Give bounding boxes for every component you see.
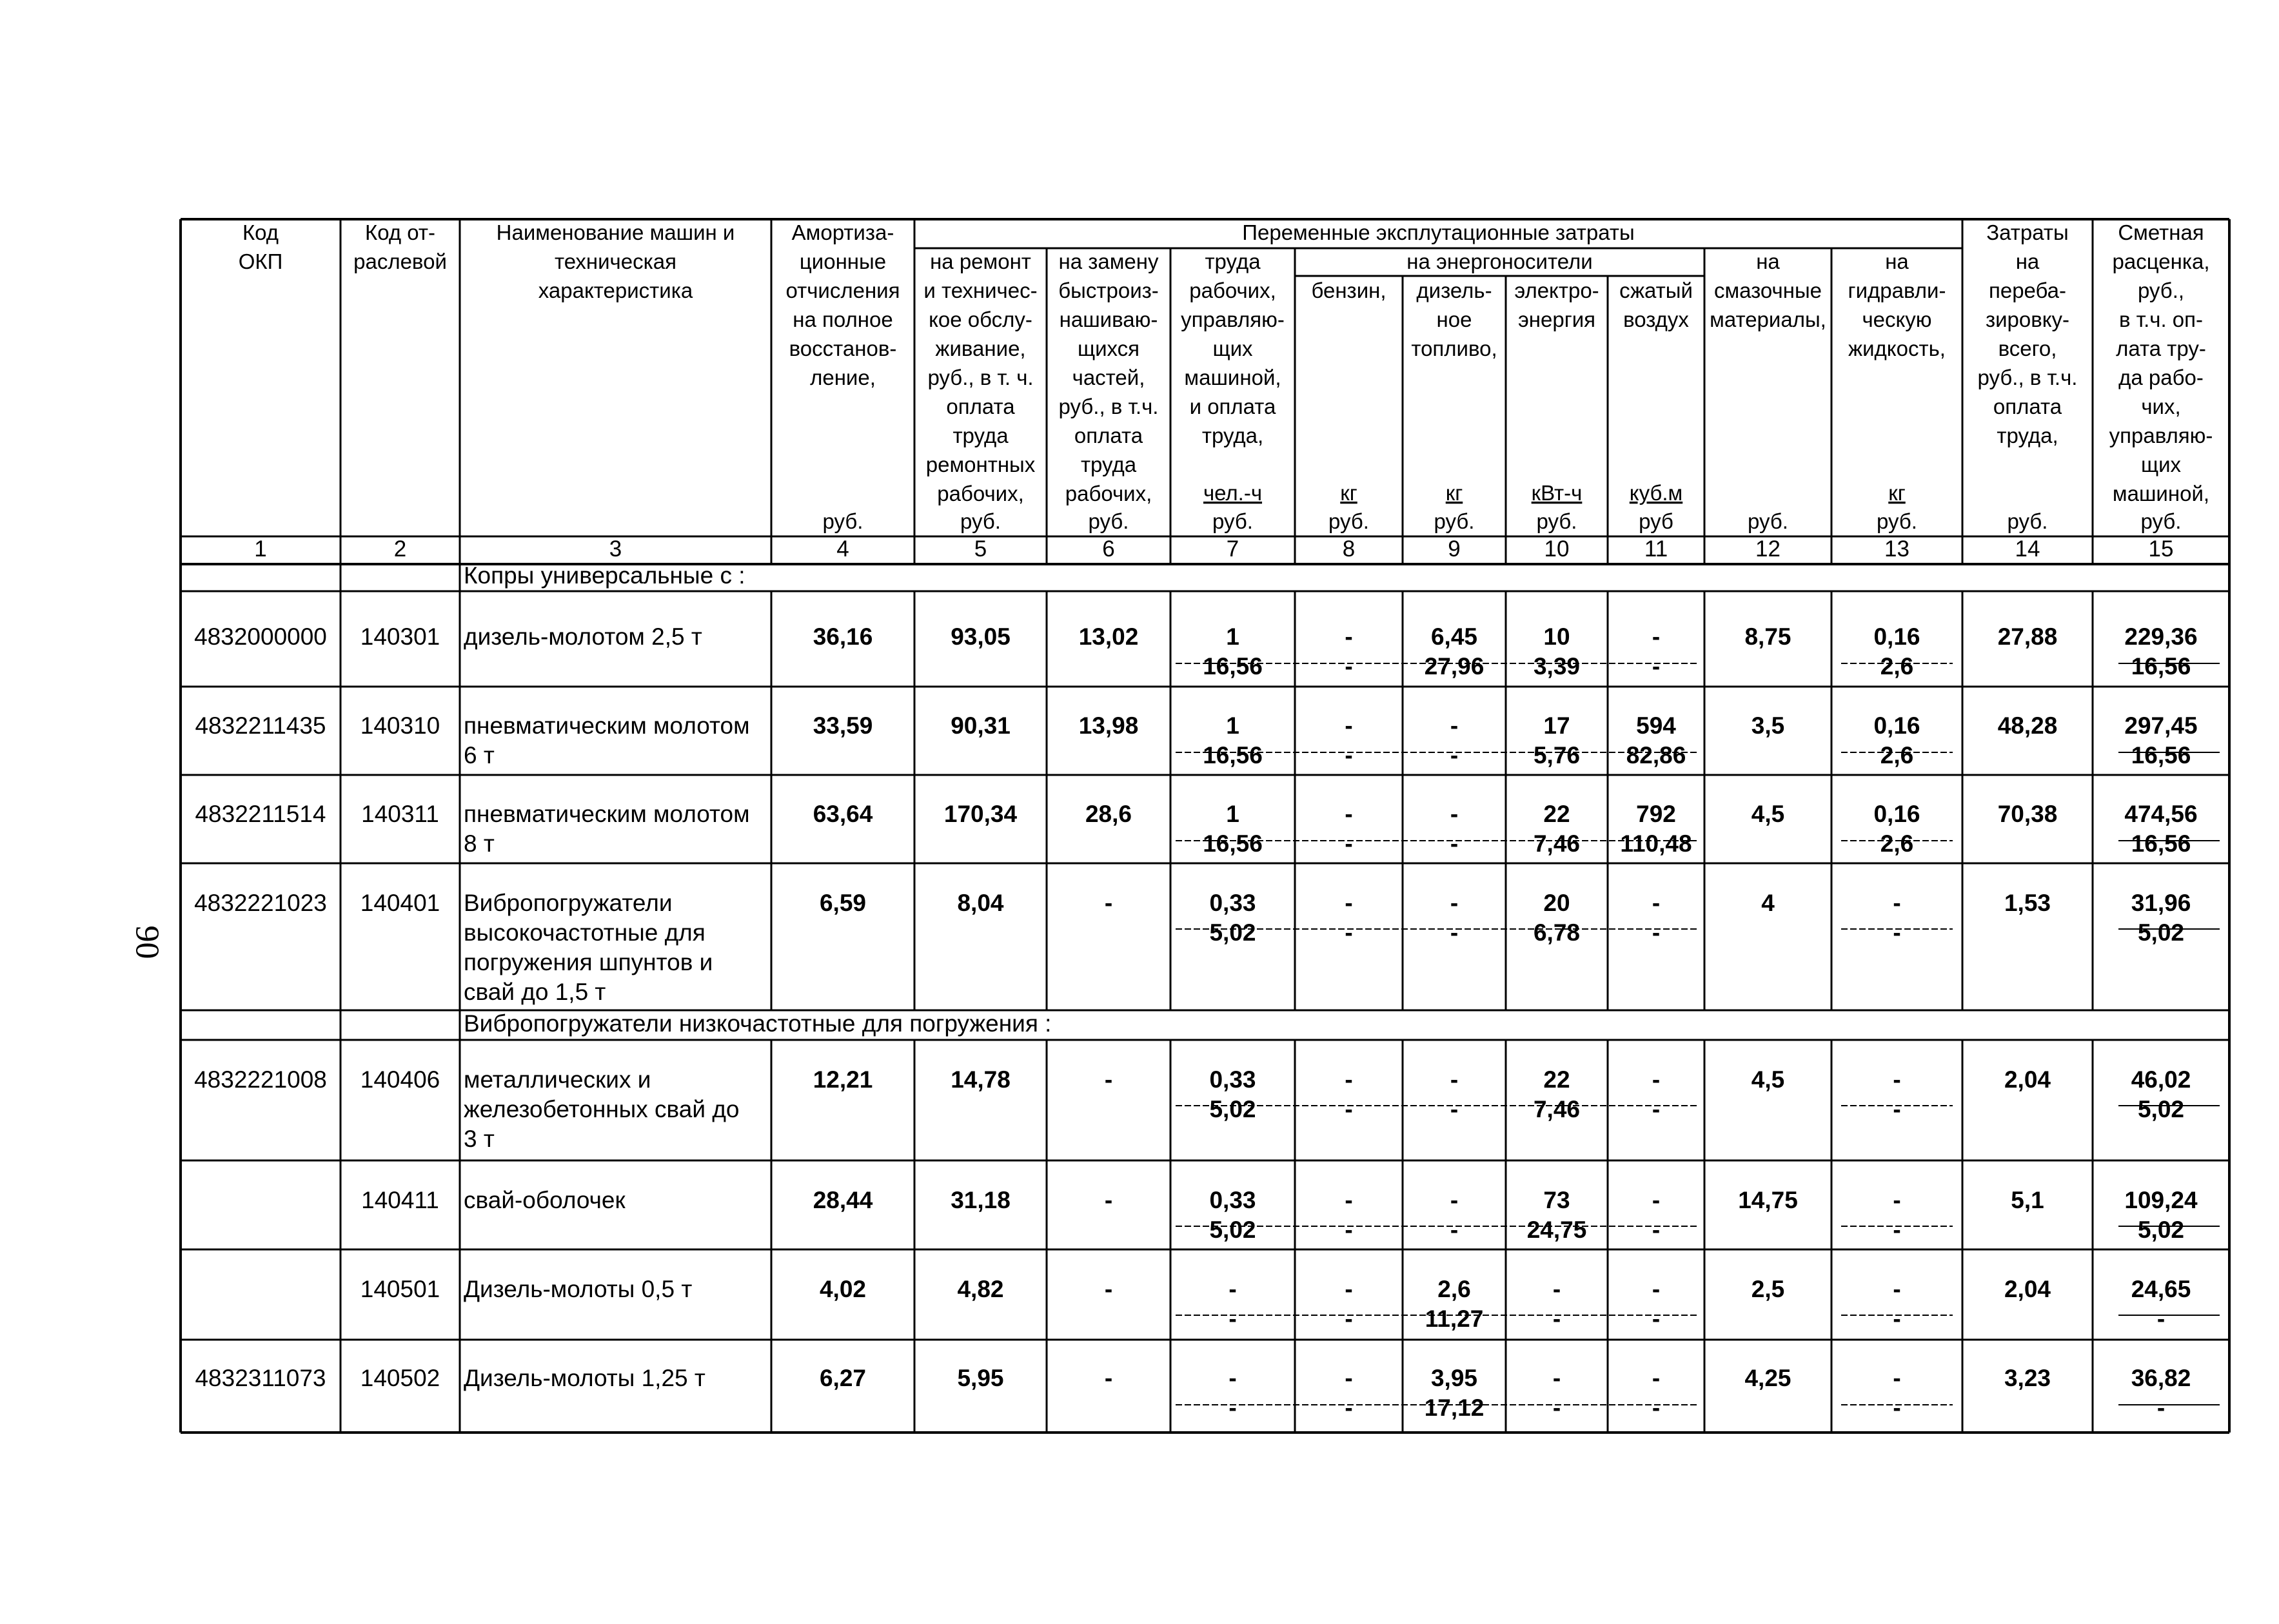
- petrol-cost-value: -: [1345, 1217, 1353, 1243]
- elec-cost-value: 24,75: [1526, 1217, 1587, 1243]
- header-labor: и оплата: [1189, 395, 1276, 418]
- page-number: 90: [128, 925, 166, 959]
- machine-name: 6 т: [464, 742, 495, 768]
- labor-cost-value: 16,56: [1203, 653, 1263, 680]
- header-relocation: всего,: [1998, 337, 2057, 360]
- header-branch-code: Код от-: [364, 220, 436, 244]
- okp-code: 4832211435: [195, 712, 326, 739]
- header-electricity: электро-: [1514, 279, 1599, 302]
- header-rate: щих: [2140, 453, 2182, 476]
- petrol-cost-value: -: [1345, 1096, 1353, 1122]
- diesel-cost-value: -: [1450, 1096, 1459, 1122]
- rate-cost-value: 16,56: [2131, 830, 2191, 857]
- header-hydraulic: на: [1885, 249, 1909, 273]
- rate-cost-value: 5,02: [2137, 1217, 2185, 1243]
- labor-value: 0,33: [1209, 1187, 1256, 1213]
- elec-cost-value: 6,78: [1533, 919, 1581, 946]
- header-relocation: оплата: [1993, 395, 2062, 418]
- unit-electricity-kwh: кВт-ч: [1531, 481, 1583, 505]
- parts-value: 13,02: [1078, 623, 1139, 650]
- petrol-cost-value: -: [1345, 1306, 1353, 1332]
- header-repair: на ремонт: [930, 249, 1031, 273]
- hyd-cost-value: -: [1893, 1096, 1901, 1122]
- okp-code: 4832000000: [194, 623, 327, 650]
- elec-value: 22: [1543, 1066, 1570, 1093]
- petrol-value: -: [1345, 1276, 1353, 1302]
- header-petrol: бензин,: [1311, 279, 1386, 302]
- rate-value: 474,56: [2124, 801, 2198, 827]
- parts-value: -: [1104, 1365, 1113, 1391]
- machine-name: свай до 1,5 т: [464, 979, 606, 1005]
- amortization-value: 36,16: [813, 623, 873, 650]
- elec-cost-value: 3,39: [1533, 653, 1581, 680]
- column-number: 10: [1544, 536, 1570, 562]
- diesel-value: -: [1450, 712, 1459, 739]
- okp-code: 4832311073: [195, 1365, 326, 1391]
- rate-value: 46,02: [2131, 1066, 2191, 1093]
- lubricants-value: 14,75: [1738, 1187, 1798, 1213]
- labor-cost-value: -: [1228, 1394, 1237, 1421]
- petrol-cost-value: -: [1345, 1394, 1353, 1421]
- column-number: 14: [2015, 536, 2040, 562]
- lubricants-value: 2,5: [1751, 1276, 1785, 1302]
- petrol-value: -: [1345, 623, 1353, 650]
- header-relocation: зировку-: [1985, 308, 2070, 331]
- labor-value: -: [1228, 1276, 1237, 1302]
- header-rate: Сметная: [2118, 220, 2204, 244]
- rate-cost-value: 16,56: [2131, 742, 2191, 768]
- air-value: -: [1652, 1066, 1661, 1093]
- header-labor: щих: [1212, 337, 1253, 360]
- header-air: сжатый: [1619, 279, 1693, 302]
- lubricants-value: 4: [1761, 890, 1775, 916]
- unit-labor: руб.: [1212, 509, 1253, 533]
- unit-amortization: руб.: [822, 509, 863, 533]
- air-cost-value: -: [1652, 1096, 1661, 1122]
- header-diesel: дизель-: [1416, 279, 1492, 302]
- machine-name: дизель-молотом 2,5 т: [464, 623, 702, 650]
- air-cost-value: -: [1652, 919, 1661, 946]
- header-rate: управляю-: [2109, 424, 2213, 447]
- diesel-cost-value: 27,96: [1424, 653, 1485, 680]
- parts-value: -: [1104, 1276, 1113, 1302]
- machine-name: Дизель-молоты 1,25 т: [464, 1365, 705, 1391]
- header-repair: ремонтных: [925, 453, 1036, 476]
- diesel-cost-value: 17,12: [1424, 1394, 1485, 1421]
- labor-value: 0,33: [1209, 1066, 1256, 1093]
- header-amortization: ционные: [799, 249, 887, 273]
- branch-code: 140411: [361, 1187, 439, 1213]
- petrol-value: -: [1345, 1365, 1353, 1391]
- column-number: 9: [1448, 536, 1461, 562]
- okp-code: 4832221008: [194, 1066, 327, 1093]
- column-number: 12: [1755, 536, 1781, 562]
- elec-value: 22: [1543, 801, 1570, 827]
- header-repair: и техничес-: [923, 279, 1038, 302]
- hyd-value: -: [1893, 1365, 1901, 1391]
- column-number: 5: [974, 536, 987, 562]
- header-relocation: Затраты: [1986, 220, 2069, 244]
- machine-name: металлических и: [464, 1066, 651, 1093]
- diesel-cost-value: -: [1450, 742, 1459, 768]
- amortization-value: 6,27: [819, 1365, 867, 1391]
- air-cost-value: 82,86: [1626, 742, 1686, 768]
- lubricants-value: 4,25: [1744, 1365, 1791, 1391]
- elec-cost-value: -: [1552, 1394, 1561, 1421]
- relocation-value: 2,04: [2004, 1276, 2051, 1302]
- unit-parts: руб.: [1088, 509, 1129, 533]
- hyd-cost-value: 2,6: [1880, 653, 1914, 680]
- header-hydraulic: жидкость,: [1848, 337, 1946, 360]
- header-electricity: энергия: [1517, 308, 1596, 331]
- hyd-cost-value: -: [1893, 1394, 1901, 1421]
- elec-value: -: [1552, 1365, 1561, 1391]
- petrol-value: -: [1345, 890, 1353, 916]
- labor-cost-value: 16,56: [1203, 830, 1263, 857]
- header-labor: труда,: [1201, 424, 1264, 447]
- air-cost-value: -: [1652, 1217, 1661, 1243]
- air-cost-value: -: [1652, 1394, 1661, 1421]
- diesel-value: 6,45: [1430, 623, 1478, 650]
- section-title: Вибропогружатели низкочастотные для погружения :: [464, 1010, 1052, 1037]
- relocation-value: 1,53: [2004, 890, 2051, 916]
- header-branch-code: раслевой: [353, 249, 447, 273]
- header-rate: в т.ч. оп-: [2118, 308, 2204, 331]
- column-number: 13: [1884, 536, 1909, 562]
- machine-name: Дизель-молоты 0,5 т: [464, 1276, 693, 1302]
- petrol-value: -: [1345, 801, 1353, 827]
- header-amortization: восстанов-: [789, 337, 897, 360]
- rate-value: 297,45: [2124, 712, 2198, 739]
- column-number: 15: [2148, 536, 2174, 562]
- petrol-cost-value: -: [1345, 919, 1353, 946]
- labor-cost-value: -: [1228, 1306, 1237, 1332]
- header-parts: рабочих,: [1065, 482, 1152, 505]
- parts-value: -: [1104, 890, 1113, 916]
- header-parts: частей,: [1072, 366, 1145, 389]
- unit-air: руб: [1639, 509, 1673, 533]
- rate-value: 36,82: [2131, 1365, 2191, 1391]
- relocation-value: 5,1: [2011, 1187, 2044, 1213]
- unit-hydraulic-kg: кг: [1888, 481, 1906, 505]
- branch-code: 140406: [360, 1066, 440, 1093]
- amortization-value: 33,59: [813, 712, 873, 739]
- diesel-value: -: [1450, 801, 1459, 827]
- repair-value: 8,04: [957, 890, 1004, 916]
- diesel-cost-value: 11,27: [1425, 1306, 1484, 1332]
- header-name: характеристика: [538, 279, 693, 302]
- header-repair: живание,: [935, 337, 1026, 360]
- air-cost-value: -: [1652, 653, 1661, 680]
- unit-lubricants: руб.: [1748, 509, 1788, 533]
- column-number: 3: [609, 536, 622, 562]
- lubricants-value: 4,5: [1751, 1066, 1785, 1093]
- hyd-cost-value: -: [1893, 919, 1901, 946]
- rate-cost-value: -: [2156, 1394, 2166, 1421]
- rate-value: 229,36: [2124, 623, 2198, 650]
- petrol-value: -: [1345, 1066, 1353, 1093]
- table-text: [194, 220, 2213, 1421]
- machine-name: пневматическим молотом: [464, 712, 750, 739]
- petrol-value: -: [1345, 1187, 1353, 1213]
- header-air: воздух: [1623, 308, 1689, 331]
- unit-rate: руб.: [2140, 509, 2182, 533]
- machine-name: 8 т: [464, 830, 495, 857]
- header-diesel: ное: [1436, 308, 1472, 331]
- header-parts: нашиваю-: [1059, 308, 1158, 331]
- air-value: 594: [1636, 712, 1676, 739]
- petrol-cost-value: -: [1345, 653, 1353, 680]
- hyd-value: -: [1893, 890, 1901, 916]
- machine-name: высокочастотные для: [464, 919, 705, 946]
- labor-value: 1: [1226, 623, 1239, 650]
- hyd-value: 0,16: [1873, 801, 1920, 827]
- unit-electricity: руб.: [1536, 509, 1577, 533]
- hyd-value: -: [1893, 1276, 1901, 1302]
- machine-name: погружения шпунтов и: [464, 949, 713, 975]
- header-labor: машиной,: [1184, 366, 1281, 389]
- parts-value: -: [1104, 1066, 1113, 1093]
- header-variable-costs: Переменные эксплутационные затраты: [1242, 220, 1635, 244]
- unit-diesel: руб.: [1434, 509, 1475, 533]
- header-parts: труда: [1080, 453, 1137, 476]
- hyd-value: 0,16: [1873, 623, 1920, 650]
- branch-code: 140301: [360, 623, 440, 650]
- diesel-value: -: [1450, 1187, 1459, 1213]
- elec-value: 10: [1543, 623, 1570, 650]
- header-repair: рабочих,: [937, 482, 1024, 505]
- column-number: 8: [1342, 536, 1356, 562]
- rate-value: 24,65: [2131, 1276, 2191, 1302]
- header-relocation: переба-: [1988, 279, 2067, 302]
- petrol-cost-value: -: [1345, 830, 1353, 857]
- unit-relocation: руб.: [2007, 509, 2048, 533]
- column-number: 7: [1226, 536, 1239, 562]
- hyd-value: -: [1893, 1187, 1901, 1213]
- header-rate: руб.,: [2137, 279, 2185, 302]
- air-value: 792: [1636, 801, 1676, 827]
- diesel-value: -: [1450, 1066, 1459, 1093]
- air-value: -: [1652, 1276, 1661, 1302]
- diesel-value: -: [1450, 890, 1459, 916]
- header-rate: чих,: [2141, 395, 2181, 418]
- elec-value: 20: [1543, 890, 1570, 916]
- repair-value: 4,82: [957, 1276, 1004, 1302]
- relocation-value: 2,04: [2004, 1066, 2051, 1093]
- rate-value: 109,24: [2124, 1187, 2198, 1213]
- air-cost-value: 110,48: [1620, 830, 1692, 857]
- elec-cost-value: 7,46: [1533, 830, 1581, 857]
- header-parts: быстроиз-: [1058, 279, 1159, 302]
- parts-value: -: [1104, 1187, 1113, 1213]
- amortization-value: 63,64: [813, 801, 873, 827]
- machine-name: свай-оболочек: [464, 1187, 626, 1213]
- labor-cost-value: 5,02: [1209, 1217, 1256, 1243]
- hyd-value: -: [1893, 1066, 1901, 1093]
- machine-name: железобетонных свай до: [464, 1096, 740, 1122]
- header-lubricants: материалы,: [1710, 308, 1826, 331]
- header-labor: труда: [1205, 249, 1261, 273]
- elec-value: 17: [1543, 712, 1570, 739]
- diesel-cost-value: -: [1450, 1217, 1459, 1243]
- air-value: -: [1652, 623, 1661, 650]
- branch-code: 140401: [360, 890, 440, 916]
- header-okp: Код: [242, 220, 279, 244]
- repair-value: 90,31: [951, 712, 1011, 739]
- labor-cost-value: 16,56: [1203, 742, 1263, 768]
- header-relocation: на: [2015, 249, 2040, 273]
- air-value: -: [1652, 890, 1661, 916]
- labor-value: 1: [1226, 801, 1239, 827]
- header-relocation: труда,: [1997, 424, 2058, 447]
- relocation-value: 27,88: [1997, 623, 2058, 650]
- okp-code: 4832221023: [194, 890, 327, 916]
- header-parts: на замену: [1058, 249, 1159, 273]
- diesel-value: 2,6: [1437, 1276, 1471, 1302]
- header-parts: щихся: [1077, 337, 1140, 360]
- unit-air-m3: куб.м: [1629, 481, 1683, 505]
- repair-value: 31,18: [951, 1187, 1011, 1213]
- rate-cost-value: 5,02: [2137, 1096, 2185, 1122]
- amortization-value: 4,02: [819, 1276, 867, 1302]
- labor-value: 1: [1226, 712, 1239, 739]
- labor-value: 0,33: [1209, 890, 1256, 916]
- hyd-cost-value: 2,6: [1880, 742, 1914, 768]
- amortization-value: 12,21: [813, 1066, 873, 1093]
- header-lubricants: на: [1756, 249, 1780, 273]
- parts-value: 28,6: [1085, 801, 1132, 827]
- header-hydraulic: ческую: [1862, 308, 1932, 331]
- column-number: 1: [254, 536, 267, 562]
- section-title: Копры универсальные с :: [464, 562, 745, 589]
- header-okp: ОКП: [238, 249, 283, 273]
- lubricants-value: 4,5: [1751, 801, 1785, 827]
- header-repair: труда: [952, 424, 1009, 447]
- header-rate: да рабо-: [2118, 366, 2204, 389]
- lubricants-value: 8,75: [1744, 623, 1791, 650]
- header-diesel: топливо,: [1411, 337, 1497, 360]
- air-value: -: [1652, 1365, 1661, 1391]
- diesel-cost-value: -: [1450, 830, 1459, 857]
- header-parts: руб., в т.ч.: [1058, 395, 1159, 418]
- rate-value: 31,96: [2131, 890, 2191, 916]
- header-rate: расценка,: [2112, 249, 2210, 273]
- machine-name: Вибропогружатели: [464, 890, 673, 916]
- column-number: 6: [1102, 536, 1115, 562]
- hyd-cost-value: 2,6: [1880, 830, 1914, 857]
- header-rate: лата тру-: [2116, 337, 2206, 360]
- hyd-value: 0,16: [1873, 712, 1920, 739]
- unit-hydraulic: руб.: [1877, 509, 1917, 533]
- header-amortization: на полное: [793, 308, 893, 331]
- hyd-cost-value: -: [1893, 1217, 1901, 1243]
- hyd-cost-value: -: [1893, 1306, 1901, 1332]
- labor-value: -: [1228, 1365, 1237, 1391]
- header-lubricants: смазочные: [1713, 279, 1822, 302]
- machine-name: 3 т: [464, 1126, 495, 1152]
- column-number: 2: [393, 536, 407, 562]
- header-repair: руб., в т. ч.: [927, 366, 1034, 389]
- header-amortization: Амортиза-: [791, 220, 894, 244]
- repair-value: 170,34: [943, 801, 1018, 827]
- elec-cost-value: -: [1552, 1306, 1561, 1332]
- elec-cost-value: 5,76: [1533, 742, 1581, 768]
- repair-value: 14,78: [951, 1066, 1011, 1093]
- header-repair: оплата: [946, 395, 1015, 418]
- repair-value: 5,95: [957, 1365, 1004, 1391]
- unit-diesel-kg: кг: [1445, 481, 1463, 505]
- unit-petrol: руб.: [1328, 509, 1369, 533]
- repair-value: 93,05: [951, 623, 1011, 650]
- diesel-cost-value: -: [1450, 919, 1459, 946]
- header-energy: на энергоносители: [1406, 249, 1593, 273]
- diesel-value: 3,95: [1430, 1365, 1478, 1391]
- header-relocation: руб., в т.ч.: [1977, 366, 2078, 389]
- lubricants-value: 3,5: [1751, 712, 1785, 739]
- column-number: 11: [1644, 536, 1668, 562]
- header-name: Наименование машин и: [496, 220, 735, 244]
- branch-code: 140311: [361, 801, 439, 827]
- header-hydraulic: гидравли-: [1848, 279, 1946, 302]
- rate-cost-value: -: [2156, 1306, 2166, 1332]
- rate-cost-value: 16,56: [2131, 653, 2191, 680]
- labor-cost-value: 5,02: [1209, 1096, 1256, 1122]
- header-labor: управляю-: [1181, 308, 1285, 331]
- branch-code: 140502: [360, 1365, 440, 1391]
- unit-repair: руб.: [960, 509, 1001, 533]
- header-name: техническая: [555, 249, 676, 273]
- air-cost-value: -: [1652, 1306, 1661, 1332]
- labor-cost-value: 5,02: [1209, 919, 1256, 946]
- relocation-value: 3,23: [2004, 1365, 2051, 1391]
- elec-value: -: [1552, 1276, 1561, 1302]
- rate-cost-value: 5,02: [2137, 919, 2185, 946]
- header-parts: оплата: [1074, 424, 1143, 447]
- air-value: -: [1652, 1187, 1661, 1213]
- elec-value: 73: [1543, 1187, 1570, 1213]
- amortization-value: 6,59: [819, 890, 867, 916]
- amortization-value: 28,44: [813, 1187, 873, 1213]
- petrol-cost-value: -: [1345, 742, 1353, 768]
- header-amortization: ление,: [810, 366, 876, 389]
- branch-code: 140501: [360, 1276, 440, 1302]
- column-number: 4: [836, 536, 849, 562]
- relocation-value: 48,28: [1997, 712, 2058, 739]
- header-amortization: отчисления: [785, 279, 900, 302]
- petrol-value: -: [1345, 712, 1353, 739]
- header-labor: рабочих,: [1189, 279, 1276, 302]
- okp-code: 4832211514: [195, 801, 326, 827]
- relocation-value: 70,38: [1997, 801, 2058, 827]
- unit-petrol-kg: кг: [1340, 481, 1357, 505]
- header-rate: машиной,: [2112, 482, 2210, 505]
- machine-name: пневматическим молотом: [464, 801, 750, 827]
- unit-labor-hours: чел.-ч: [1203, 481, 1263, 505]
- header-repair: кое обслу-: [929, 308, 1032, 331]
- elec-cost-value: 7,46: [1533, 1096, 1581, 1122]
- parts-value: 13,98: [1078, 712, 1139, 739]
- branch-code: 140310: [360, 712, 440, 739]
